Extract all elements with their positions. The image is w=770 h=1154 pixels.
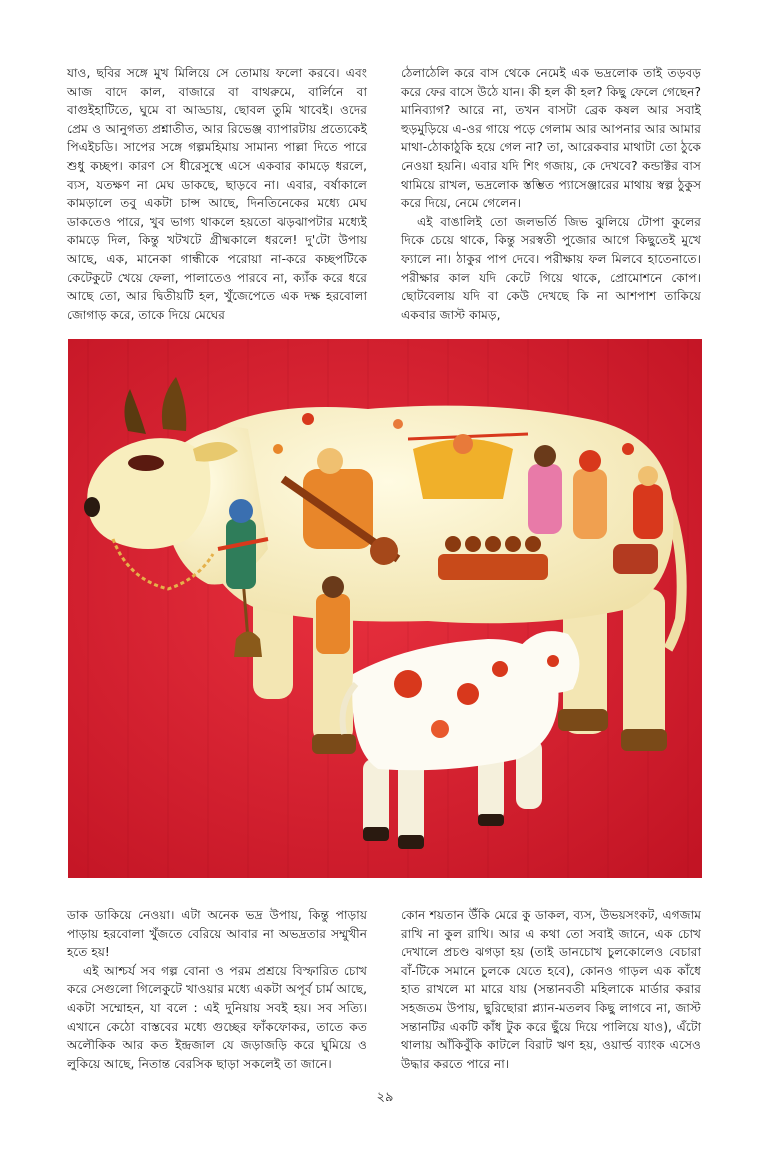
- text-column-bottom-left: [67, 906, 367, 1073]
- paragraph: যাও, ছবির সঙ্গে মুখ মিলিয়ে সে তোমায় ফলো করবে। এবং আজ বাদে কাল, বাজারে বা বাথরুমে, বার্লিনে বা বাগুইহাটিতে, ঘুমে বা আড্ডায়, ছোবল তুমি খাবেই। ওদের প্রেম ও আনুগত্য প্রশ্নাতীত, আর রিভেঞ্জ ব্যাপারটায় প্রত্যেকেই পিএইচডি। সাপের সঙ্গে গল্পমহিমায় সামান্য পাল্লা দিতে পারে শুধু কচ্ছপ। কারণ সে ধীরেসুস্থে এসে একবার কামড়ে ধরলে, ব্যস, যতক্ষণ না মেঘ ডাকছে, ছাড়বে না। এবার, বর্ষাকালে কামড়ালে তবু একটা চান্স আছে, দিনতিনেকের মধ্যে মেঘ ডাকতেও পারে, খুব ভাগ্য থাকলে হয়তো ঝড়ঝাপটার মধ্যেই কামড়ে দিল, কিন্তু খটখটে গ্রীষ্মকালে ধরলে! দু'টো উপায় আছে, এক, মানেকা গান্ধীকে পরোয়া না-করে কচ্ছপটিকে কেটেকুটে খেয়ে ফেলা, পালাতেও পারবে না, ক্যাঁক করে ধরে আছে তো, আর দ্বিতীয়টি হল, খুঁজেপেতে এক দক্ষ হরবোলা জোগাড় করে, তাকে দিয়ে মেঘের: [67, 66, 367, 322]
- text-column-top-right: [401, 64, 701, 324]
- paragraph: এই আশ্চর্য সব গল্প বোনা ও পরম প্রশ্রয়ে বিস্ফারিত চোখ করে সেগুলো গিলেকুটে খাওয়ার মধ্যে একটা অপূর্ব চার্ম আছে, একটা সম্মোহন, যা বলে : এই দুনিয়ায় সবই হয়। সব সত্যি। এখানে কেঠো বাস্তবের মধ্যে গুচ্ছের ফাঁকফোকর, তাতে কত অলৌকিক আর কত ইন্দ্রজাল যে জড়াজড়ি করে ঘুমিয়ে ও লুকিয়ে আছে, নিতান্ত বেরসিক ছাড়া সকলেই তা জানে।: [67, 963, 367, 1071]
- calf-spot: [394, 670, 422, 698]
- paragraph: কোন শয়তান উঁকি মেরে কু ডাকল, ব্যস, উভয়সংকট, এগজাম রাখি না কুল রাখি। আর এ কথা তো সবাই জানে, এক চোখ দেখালে প্রচণ্ড ঝগড়া হয় (তাই ডানচোখ চুলকোলেও বেচারা বাঁ-টিকে সমানে চুলকে যেতে হবে), কোনও গাড়ল এক কাঁধে হাত রাখলে মা মারে যায় (সন্তানবতী মহিলাকে মার্ডার করার সহজতম উপায়, ছুরিছোরা প্ল্যান-মতলব কিছু লাগবে না, জাস্ট সন্তানটির একটি কাঁধ টুক করে ছুঁয়ে দিয়ে পালিয়ে যাও), এঁটো থালায় আঁকিবুঁকি কাটলে বিরাট ঋণ হয়, ওয়ার্ল্ড ব্যাংক এসেও উদ্ধার করতে পারে না।: [401, 908, 701, 1071]
- calf-spot: [547, 655, 559, 667]
- text-column-bottom-right: [401, 906, 701, 1073]
- text-column-top-left: [67, 64, 367, 324]
- paragraph: এই বাঙালিই তো জলভর্তি জিভ ঝুলিয়ে টোপা কুলের দিকে চেয়ে থাকে, কিন্তু সরস্বতী পুজোর আগে কিছুতেই মুখে ফ্যালে না। ঠাকুর পাপ দেবে। পরীক্ষায় ফল মিলবে হাতেনাতে। পরীক্ষার কাল যদি কেটে গিয়ে থাকে, প্রোমোশনে কোপ। ছোটবেলায় যদি বা কেউ দেখছে কি না আশপাশ তাকিয়ে একবার জাস্ট কামড়,: [401, 214, 701, 322]
- calf-spot: [431, 720, 449, 738]
- paragraph: ডাক ডাকিয়ে নেওয়া। এটা অনেক ভদ্র উপায়, কিন্তু পাড়ায় পাড়ায় হরবোলা খুঁজতে বেরিয়ে আবার না অভদ্রতার সম্মুখীন হতে হয়!: [67, 908, 367, 960]
- cow-nose: [84, 497, 100, 517]
- cow-figurine-photo: [68, 339, 702, 878]
- calf-spot: [492, 661, 508, 677]
- page-number: ২৯: [376, 1090, 394, 1105]
- paragraph: ঠেলাঠেলি করে বাস থেকে নেমেই এক ভদ্রলোক তাই তড়বড় করে ফের বাসে উঠে যান। কী হল কী হল? কিছু ফেলে গেছেন? মানিব্যাগ? আরে না, তখন বাসটা ব্রেক কষল আর সবাই হুড়মুড়িয়ে এ-ওর গায়ে পড়ে গেলাম আর আপনার আর আমার মাথা-ঠোকাঠুকি হয়ে গেল না? তা, আরেকবার মাথাটা তো ঠুকে নেওয়া হয়নি। এবার যদি শিং গজায়, কে দেখবে? কন্ডাক্টর বাস থামিয়ে রাখল, ভদ্রলোক স্তম্ভিত প্যাসেঞ্জারের মাথায় স্বল্প ঠুকুস করে দিয়ে, নেমে গেলেন।: [401, 66, 701, 211]
- cow-eye: [128, 455, 164, 471]
- calf-spot: [457, 683, 479, 705]
